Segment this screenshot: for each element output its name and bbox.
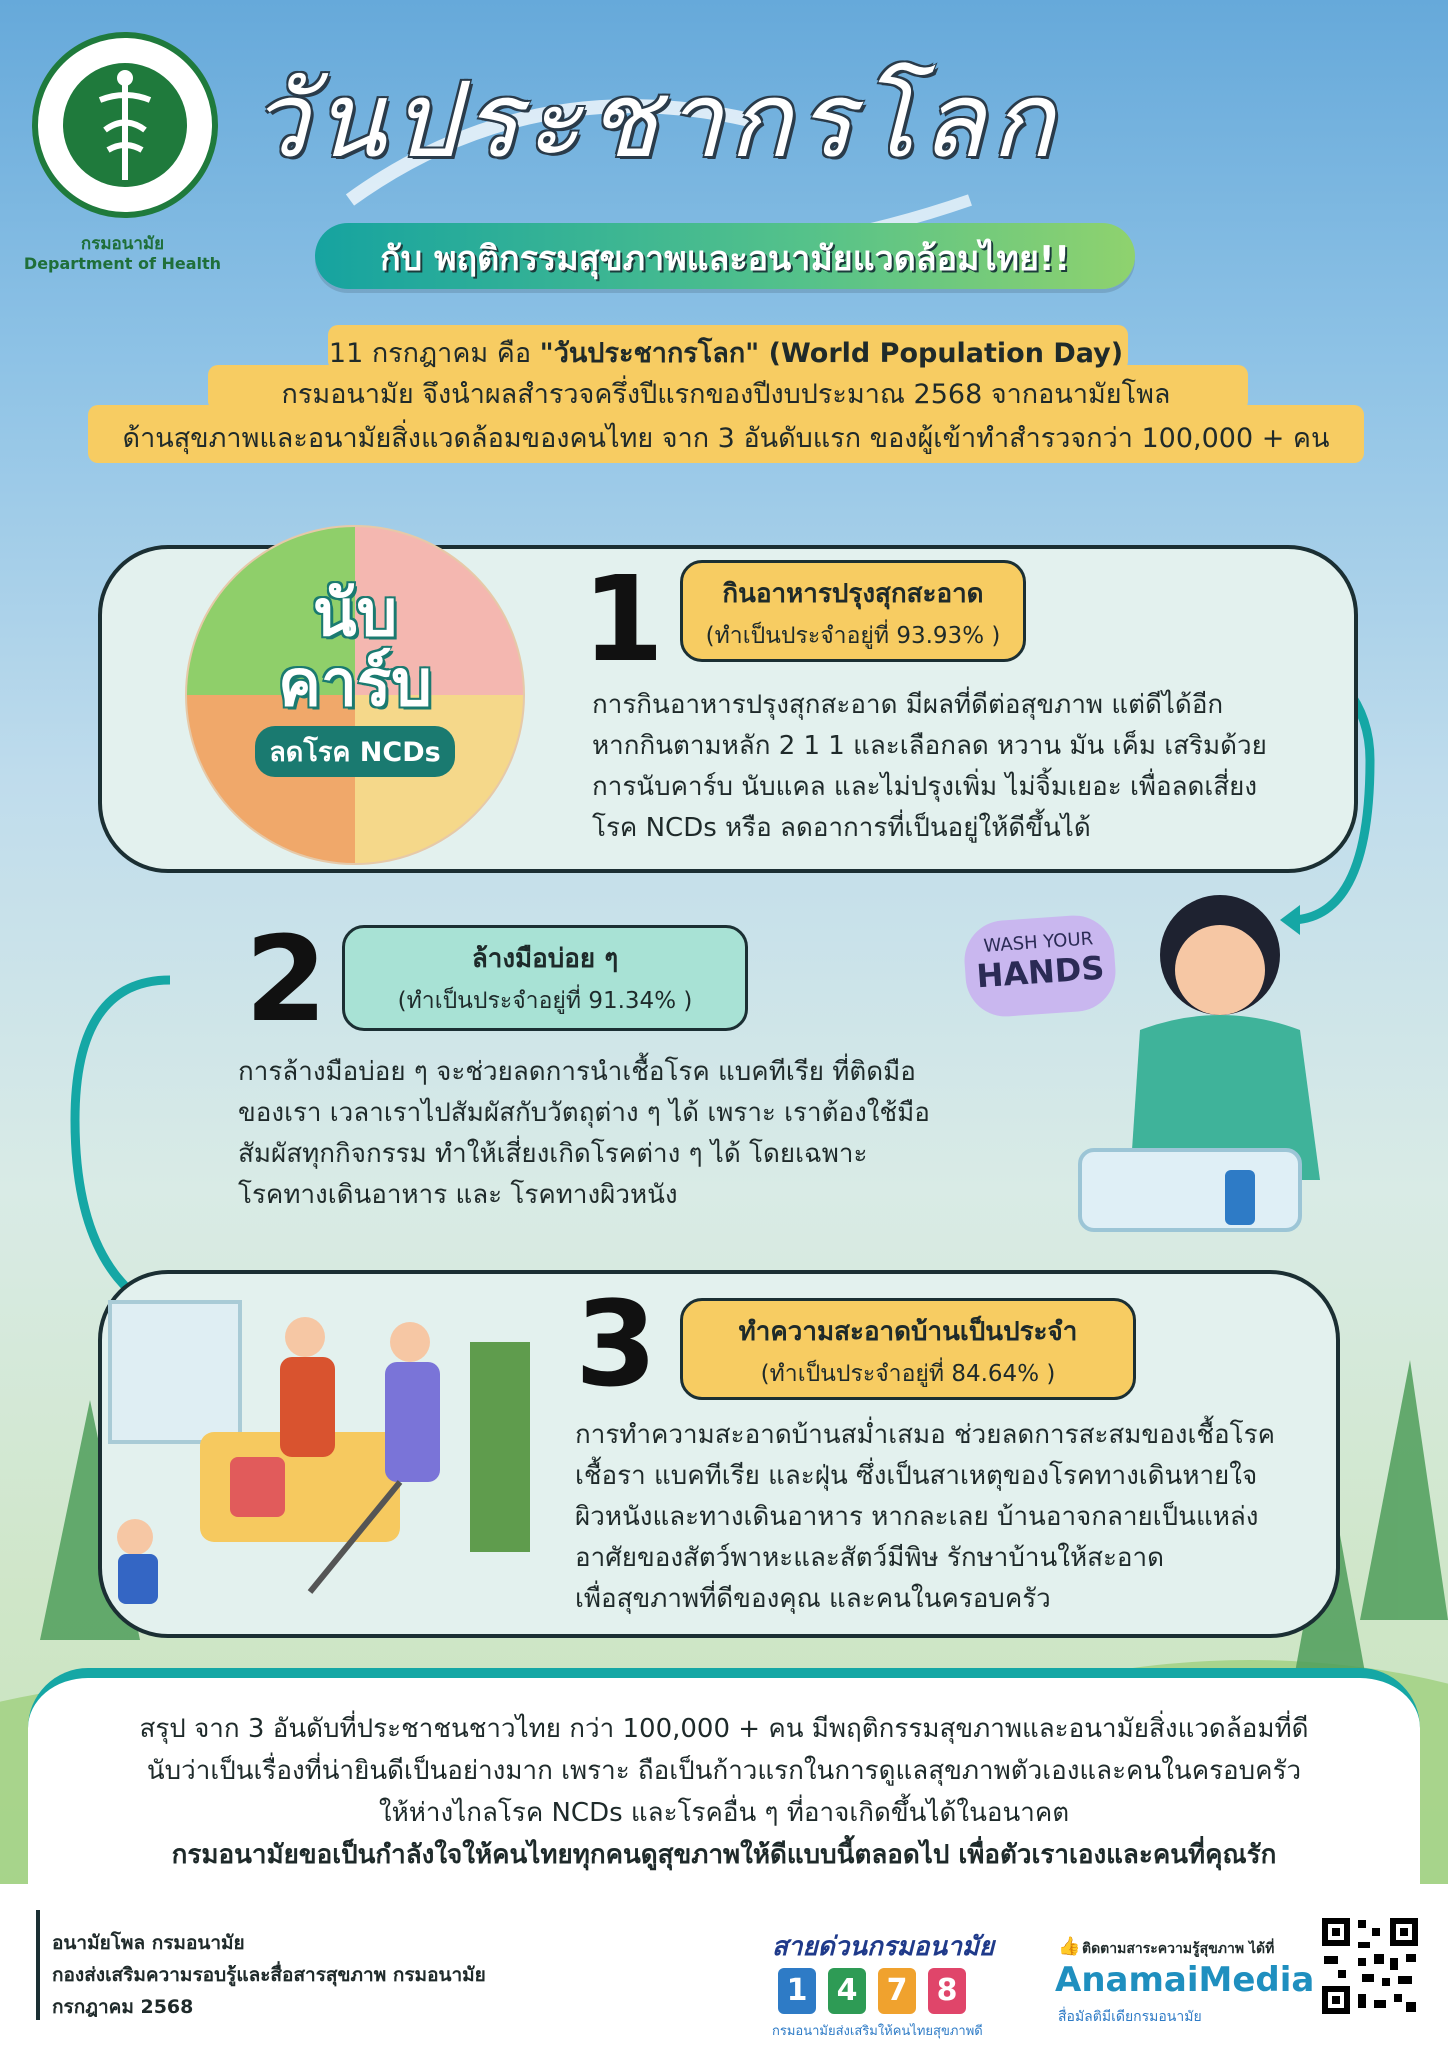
item-body-2 <box>238 1052 968 1216</box>
item-title-3: ทำความสะอาดบ้านเป็นประจำ <box>738 1317 1078 1347</box>
department-name-english: Department of Health <box>23 254 222 273</box>
intro-line-2: กรมอนามัย จึงนำผลสำรวจครึ่งปีแรกของปีงบประมาณ 2568 จากอนามัยโพล <box>281 379 1171 410</box>
item-body-3-line: เชื้อรา แบคทีเรีย และฝุ่น ซึ่งเป็นสาเหตุของโรคทางเดินหายใจ <box>575 1461 1258 1491</box>
footer-division: กองส่งเสริมความรอบรู้และสื่อสารสุขภาพ กรมอนามัย <box>52 1964 486 1986</box>
summary-closing: กรมอนามัยขอเป็นกำลังใจให้คนไทยทุกคนดูสุขภาพให้ดีแบบนี้ตลอดไป เพื่อตัวเราเองและคนที่คุณรัก <box>171 1840 1277 1870</box>
intro-section <box>88 325 1364 475</box>
item-title-pill-3 <box>680 1298 1136 1400</box>
rank-number-3: 3 <box>575 1275 658 1413</box>
badge-line-3: ลดโรค NCDs <box>255 726 454 777</box>
item-title-1: กินอาหารปรุงสุกสะอาด <box>722 579 984 609</box>
item-body-2-line: การล้างมือบ่อย ๆ จะช่วยลดการนำเชื้อโรค แบคทีเรีย ที่ติดมือ <box>238 1057 916 1087</box>
footer-source: อนามัยโพล กรมอนามัย <box>52 1932 245 1954</box>
intro-line-3: ด้านสุขภาพและอนามัยสิ่งแวดล้อมของคนไทย จาก 3 อันดับแรก ของผู้เข้าทำสำรวจกว่า 100,000 + คน <box>122 423 1330 454</box>
footer-divider <box>36 1910 40 2020</box>
badge-line-2: คาร์บ <box>278 647 432 721</box>
summary-line-1: สรุป จาก 3 อันดับที่ประชาชนชาวไทย กว่า 100,000 + คน มีพฤติกรรมสุขภาพและอนามัยสิ่งแวดล้อมที่ดี <box>139 1714 1309 1744</box>
item-title-2: ล้างมือบ่อย ๆ <box>471 944 619 974</box>
wash-hands-line-1: WASH YOUR <box>982 928 1094 957</box>
intro-date: 11 กรกฎาคม คือ <box>328 338 540 369</box>
item-body-2-line: โรคทางเดินอาหาร และ โรคทางผิวหนัง <box>238 1180 678 1210</box>
footer-date: กรกฎาคม 2568 <box>52 1996 194 2018</box>
rank-number-1: 1 <box>582 550 665 688</box>
item-body-3 <box>575 1415 1315 1620</box>
item-rate-3: (ทำเป็นประจำอยู่ที่ 84.64% ) <box>760 1361 1056 1387</box>
anamai-media-brand[interactable]: AnamaiMedia <box>1055 1960 1315 2000</box>
hotline-digit: 4 <box>828 1968 866 2014</box>
intro-event-name: "วันประชากรโลก" (World Population Day) <box>539 338 1124 369</box>
hotline-digit: 7 <box>878 1968 916 2014</box>
subtitle-text: กับ พฤติกรรมสุขภาพและอนามัยแวดล้อมไทย!! <box>380 239 1070 279</box>
rank-number-2: 2 <box>245 910 328 1048</box>
item-body-2-line: สัมผัสทุกกิจกรรม ทำให้เสี่ยงเกิดโรคต่าง ๆ ได้ โดยเฉพาะ <box>238 1139 868 1169</box>
item-body-3-line: ผิวหนังและทางเดินอาหาร หากละเลย บ้านอาจกลายเป็นแหล่ง <box>575 1502 1259 1532</box>
count-carb-badge <box>225 577 485 777</box>
item-body-1-line: โรค NCDs หรือ ลดอาการที่เป็นอยู่ให้ดีขึ้นได้ <box>592 813 1091 843</box>
follow-text: ติดตามสาระความรู้สุขภาพ ได้ที่ <box>1082 1941 1275 1957</box>
item-rate-2: (ทำเป็นประจำอยู่ที่ 91.34% ) <box>397 988 693 1014</box>
anamai-media-caption: สื่อมัลติมีเดียกรมอนามัย <box>1058 2009 1202 2025</box>
item-title-pill-1 <box>680 560 1026 662</box>
footer <box>0 1884 1448 2048</box>
summary-line-3: ให้ห่างไกลโรค NCDs และโรคอื่น ๆ ที่อาจเกิดขึ้นได้ในอนาคต <box>378 1798 1070 1828</box>
item-body-1-line: การนับคาร์บ นับแคล และไม่ปรุงเพิ่ม ไม่จิ้มเยอะ เพื่อลดเสี่ยง <box>592 772 1258 802</box>
hotline-label: สายด่วนกรมอนามัย <box>772 1932 995 1962</box>
page-title: วันประชากรโลก <box>250 59 1060 181</box>
hotline-digit: 1 <box>778 1968 816 2014</box>
item-body-1-line: หากกินตามหลัก 2 1 1 และเลือกลด หวาน มัน เค็ม เสริมด้วย <box>592 731 1267 761</box>
hotline-caption: กรมอนามัยส่งเสริมให้คนไทยสุขภาพดี <box>772 2024 983 2039</box>
badge-line-1: นับ <box>312 577 398 651</box>
summary-line-2: นับว่าเป็นเรื่องที่น่ายินดีเป็นอย่างมาก เพราะ ถือเป็นก้าวแรกในการดูแลสุขภาพตัวเองและคนในครอบครัว <box>146 1756 1302 1786</box>
item-title-pill-2 <box>342 925 748 1031</box>
item-body-3-line: การทำความสะอาดบ้านสม่ำเสมอ ช่วยลดการสะสมของเชื้อโรค <box>575 1420 1275 1450</box>
qr-code-icon[interactable] <box>1318 1914 1422 2018</box>
item-body-3-line: เพื่อสุขภาพที่ดีของคุณ และคนในครอบครัว <box>575 1584 1051 1614</box>
wash-hands-line-2: HANDS <box>975 948 1106 996</box>
item-body-1 <box>592 685 1292 849</box>
house-cleaning-illustration <box>80 1282 550 1622</box>
item-body-2-line: ของเรา เวลาเราไปสัมผัสกับวัตถุต่าง ๆ ได้ เพราะ เราต้องใช้มือ <box>238 1098 930 1128</box>
intro-line-1 <box>88 331 1364 374</box>
ministry-logo <box>30 30 220 220</box>
hotline-digit: 8 <box>928 1968 966 2014</box>
item-body-3-line: อาศัยของสัตว์พาหะและสัตว์มีพิษ รักษาบ้านให้สะอาด <box>575 1543 1165 1573</box>
item-body-1-line: การกินอาหารปรุงสุกสะอาด มีผลที่ดีต่อสุขภาพ แต่ดีได้อีก <box>592 690 1224 720</box>
summary-section <box>28 1668 1420 1894</box>
handwashing-nurse-illustration <box>930 880 1330 1260</box>
thumbs-up-icon: 👍 <box>1058 1936 1081 1957</box>
item-rate-1: (ทำเป็นประจำอยู่ที่ 93.93% ) <box>705 623 1001 649</box>
department-name-thai: กรมอนามัย <box>80 234 165 254</box>
